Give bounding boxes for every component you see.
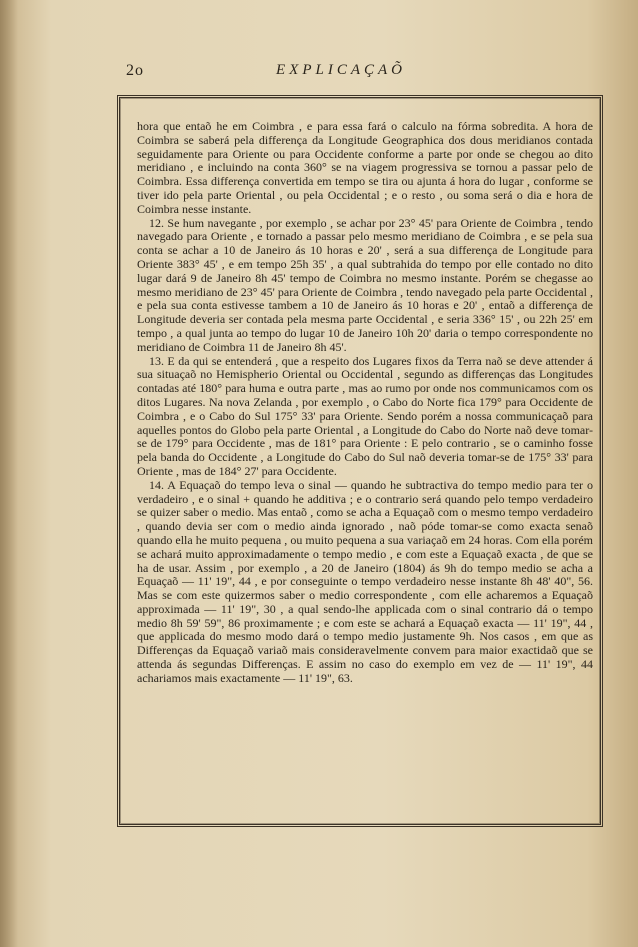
paragraph-14: 14. A Equaçaõ do tempo leva o sinal — quando he subtractiva do tempo medio para ter o verdadeiro , e o sinal + quando he additiva ; e o contrario será quando pelo tempo verdadeiro se quizer saber o medio. Mas entaõ , como se acha a Equaçaõ com o mesmo tempo verdadeiro , quando devia ser com o medio ainda ignorado , naõ póde tomar-se como exacta senaõ quando ella he muito pequena , ou muito pequena a sua variaçaõ em 24 horas. Com ella porém se achará muito approximadamente o tempo medio , e com este a Equaçaõ exacta , de que se ha de usar. Assim , por exemplo , a 20 de Janeiro (1804) ás 9h do tempo medio se acha a Equaçaõ — 11' 19", 44 , e por conseguinte o tempo verdadeiro nesse instante 8h 48' 40", 56. Mas se com este quizermos saber o medio correspondente , com elle acharemos a Equaçaõ approximada — 11' 19", 30 , a qual sendo-lhe applicada com o sinal contrario dá o tempo medio 8h 59' 59", 86 proximamente ; e com este se achará a Equaçaõ exacta — 11' 19", 44 , que applicada do mesmo modo dará o tempo medio justamente 9h. Nos casos , em que as Differenças da Equaçaõ variaõ mais consideravelmente convem para maior exactidaõ que se attenda ás segundas Differenças. E assim no caso do exemplo em vez de — 11' 19", 44 achariamos mais exactamente — 11' 19", 63. — [137, 477, 593, 685]
page-number: 2o — [126, 62, 144, 79]
running-title: EXPLICAÇAÕ — [276, 62, 406, 78]
paragraph-13: 13. E da qui se entenderá , que a respeito dos Lugares fixos da Terra naõ se deve attender á sua situaçaõ no Hemispherio Oriental ou Occidental , segundo as differenças das Longitudes contadas até 180° para huma e outra parte , mas ao rumo por onde nos communicamos com os ditos Lugares. Na nova Zelanda , por exemplo , o Cabo do Norte fica 179° para Occidente de Coimbra , e o Cabo do Sul 175° 33' para Oriente. Sendo porém a nossa communicaçaõ para aquelles pontos do Globo pela parte Oriental , a Longitude do Cabo do Norte naõ deve tomar-se de 179° para Occidente , mas de 181° para Oriente : E pelo contrario , se o caminho fosse pela banda do Occidente , a Longitude do Cabo do Sul naõ deveria tomar-se de 175° 33' para Oriente , mas de 184° 27' para Occidente. — [137, 353, 593, 478]
page-header — [126, 62, 606, 86]
paragraph-continuation: hora que entaõ he em Coimbra , e para essa fará o calculo na fórma sobredita. A hora de Coimbra se saberá pela differença da Longitude Geographica dos dous meridianos contada seguidamente para Oriente ou para Occidente conforme a parte por onde se chegou ao dito meridiano , e incluindo na conta 360° se na viagem progressiva se tornou a passar pelo de Coimbra. Essa differença convertida em tempo se tira ou ajunta á hora do lugar , conforme se tiver ido pela parte Oriental , ou pela Occidental ; e o resto , ou soma será o dia e hora de Coimbra nesse instante. — [137, 119, 593, 216]
body-text — [137, 120, 593, 686]
gutter-shadow — [0, 0, 18, 947]
paragraph-12: 12. Se hum navegante , por exemplo , se achar por 23° 45' para Oriente de Coimbra , tendo navegado para Oriente , e tornado a passar pelo mesmo meridiano de Coimbra , e se pela sua conta se achar a 10 de Janeiro ás 10 horas e 20' , será a sua differença de Longitude para Oriente 383° 45' , e em tempo 25h 35' , a qual subtrahida do tempo por elle contado no dito lugar dará 9 de Janeiro 8h 45' tempo de Coimbra no mesmo instante. Porém se chegasse ao mesmo meridiano de 23° 45' para Oriente de Coimbra , tendo navegado pela parte Occidental , e pela sua conta estivesse tambem a 10 de Janeiro ás 10 horas e 20' , entaõ a differença de Longitude deveria ser contada pela mesma parte Occidental , e seria 336° 15' , ou 22h 25' em tempo , a qual junta ao tempo do lugar 10 de Janeiro 10h 20' daria o tempo correspondente no meridiano de Coimbra 11 de Janeiro 8h 45'. — [137, 215, 593, 354]
